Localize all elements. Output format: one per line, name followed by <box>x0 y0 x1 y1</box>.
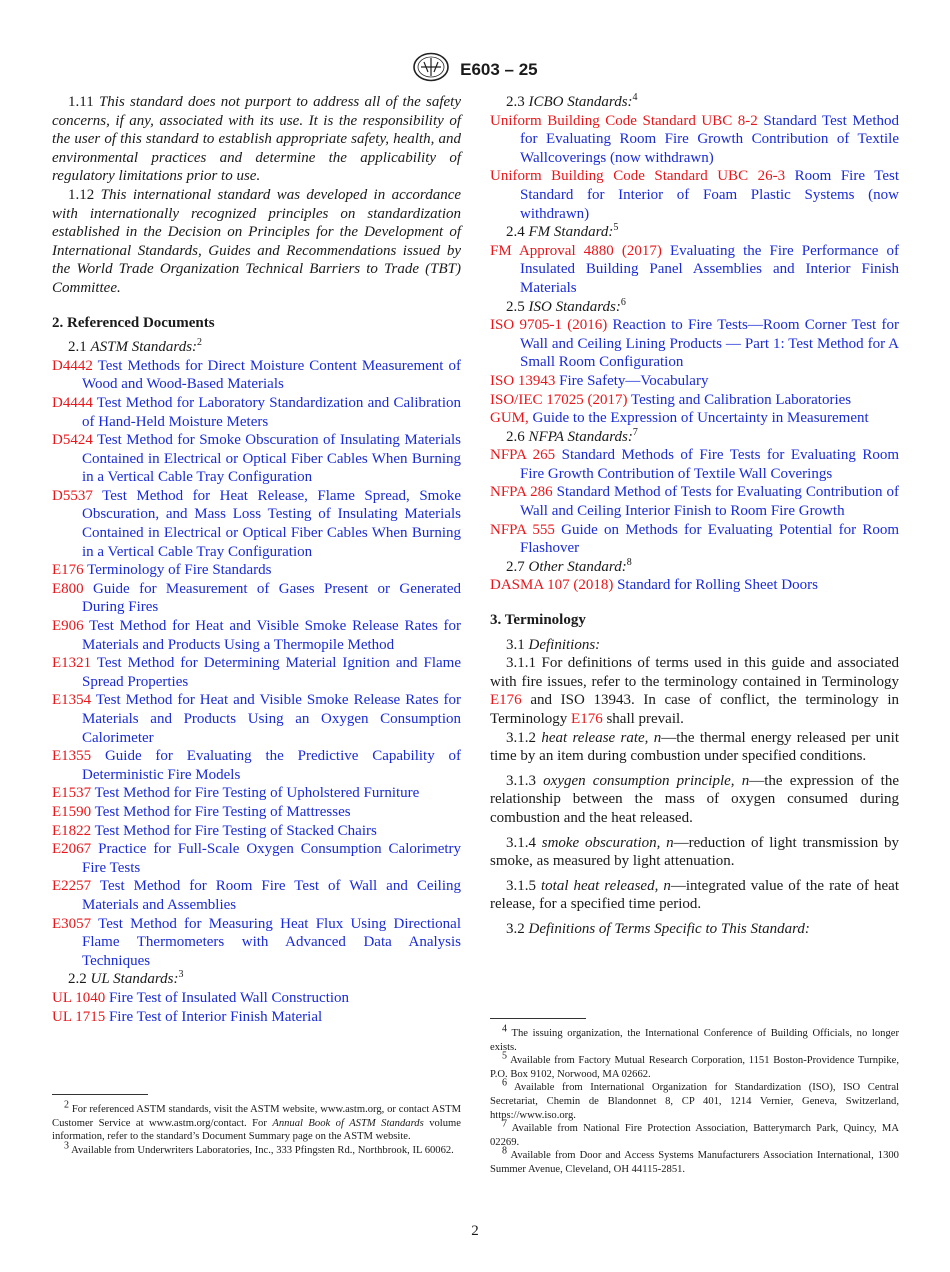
footnote-number: 7 <box>502 1118 507 1130</box>
reference-title-link[interactable]: Test Method for Determining Material Ignition and Flame Spread Properties <box>82 655 461 690</box>
section-number: 3.1.4 <box>506 834 536 851</box>
reference-entry <box>52 822 461 841</box>
nfpa-reference-list <box>490 446 899 558</box>
reference-entry <box>52 877 461 914</box>
reference-entry <box>52 691 461 747</box>
subsection-2-6 <box>490 428 899 447</box>
astm-logo-icon <box>412 52 450 88</box>
page-number: 2 <box>471 1223 479 1239</box>
reference-title-link[interactable]: Standard Methods of Fire Tests for Evaluating Room Fire Growth Contribution of Textile Wall Coverings <box>520 447 900 482</box>
reference-code-link[interactable]: E2257 <box>52 878 92 895</box>
footnote-divider <box>490 1018 586 1019</box>
reference-entry <box>52 617 461 654</box>
reference-title-link[interactable]: Testing and Calibration Laboratories <box>630 391 852 408</box>
paragraph-text: This standard does not purport to address all of the safety concerns, if any, associated with its use. It is the responsibility of the user of this standard to establish appropriate safety, health, and environmental practices and determine the applicability of regulatory limitations prior to use. <box>52 94 462 185</box>
footnote-marker: 6 <box>620 296 626 308</box>
reference-title-link[interactable]: Terminology of Fire Standards <box>87 562 272 579</box>
subsection-3-2 <box>490 920 899 939</box>
reference-code-link[interactable]: E2067 <box>52 841 92 858</box>
reference-title-link[interactable]: Standard Method of Tests for Evaluating Contribution of Wall and Ceiling Interior Finish to Room Fire Growth <box>520 484 900 520</box>
reference-entry <box>52 561 461 580</box>
section-number: 2.4 <box>506 224 525 241</box>
reference-entry <box>490 521 899 558</box>
reference-entry <box>52 1008 461 1027</box>
reference-code-link[interactable]: E3057 <box>52 915 92 932</box>
footnote-number: 5 <box>502 1050 507 1062</box>
definition-text: —reduction of light transmission by smoke, as measured by light attenuation. <box>490 834 900 870</box>
section-number: 2.5 <box>506 298 525 315</box>
ul-reference-list <box>52 989 461 1026</box>
section-number: 2.1 <box>68 339 87 356</box>
footnote-marker: 4 <box>632 92 638 103</box>
reference-code-link[interactable]: E1537 <box>52 785 92 802</box>
reference-entry <box>52 803 461 822</box>
reference-title-link[interactable]: Evaluating the Fire Performance of Insulated Building Panel Assemblies and Interior Finish Materials <box>520 242 900 296</box>
subsection-label: FM Standard: <box>528 224 614 241</box>
reference-title-link[interactable]: Room Fire Test Standard for Interior of Foam Plastic Systems (now withdrawn) <box>520 168 900 222</box>
section-number: 3.1.2 <box>506 729 536 746</box>
reference-title-link[interactable]: Guide for Measurement of Gases Present or Generated During Fires <box>82 580 461 616</box>
reference-code-link[interactable]: ISO 13943 <box>490 372 556 389</box>
reference-code-link[interactable]: E800 <box>52 580 84 597</box>
reference-code-link[interactable]: NFPA 286 <box>490 484 553 501</box>
footnote-text: Available from National Fire Protection Association, Batterymarch Park, Quincy, MA 02269. <box>490 1123 899 1148</box>
footnote-marker: 2 <box>197 337 203 349</box>
reference-entry <box>490 242 899 298</box>
reference-entry <box>52 431 461 487</box>
reference-title-link[interactable]: Standard Test Method for Evaluating Room Fire Growth Contribution of Textile Wallcoverings (now withdrawn) <box>520 112 899 166</box>
reference-code-link[interactable]: D5537 <box>52 487 93 504</box>
reference-title-link[interactable]: Test Method for Smoke Obscuration of Insulating Materials Contained in Electrical or Optical Fiber Cables When Burning in a Vertical Cable Tray Configuration <box>82 432 461 486</box>
section-number: 1.12 <box>68 186 95 203</box>
paragraph-1-11 <box>52 93 461 186</box>
page-header <box>0 52 950 88</box>
reference-title-link[interactable]: Test Method for Heat and Visible Smoke Release Rates for Materials and Products Using an Oxygen Consumption Calorimeter <box>82 692 462 746</box>
term: smoke obscuration, n <box>541 834 674 851</box>
reference-code-link[interactable]: E1590 <box>52 803 92 820</box>
footnote-number: 6 <box>502 1077 507 1089</box>
reference-entry <box>490 391 899 410</box>
footnote-list <box>490 1023 899 1177</box>
reference-code-link[interactable]: Uniform Building Code Standard UBC 26-3 <box>490 168 786 185</box>
left-footnotes <box>52 1094 461 1157</box>
other-reference-list <box>490 576 899 595</box>
definition-text: —the expression of the relationship between the mass of oxygen consumed during combustion and the heat released. <box>490 772 899 826</box>
section-number: 3.1 <box>506 636 525 653</box>
reference-entry <box>490 446 899 483</box>
reference-title-link[interactable]: Test Method for Fire Testing of Mattresses <box>94 803 351 820</box>
definition-3-1-3 <box>490 772 899 828</box>
subsection-3-1 <box>490 636 899 655</box>
reference-entry <box>52 915 461 971</box>
reference-title-link[interactable]: Test Methods for Direct Moisture Content Measurement of Wood and Wood-Based Materials <box>82 357 461 393</box>
reference-entry <box>52 580 461 617</box>
reference-entry <box>52 840 461 877</box>
iso-reference-list <box>490 316 899 428</box>
astm-reference-list <box>52 357 461 971</box>
reference-code-link[interactable]: FM Approval 4880 (2017) <box>490 242 662 259</box>
subsection-label: ASTM Standards: <box>90 339 198 356</box>
reference-code-link[interactable]: NFPA 265 <box>490 447 556 464</box>
reference-title-link[interactable]: Fire Test of Insulated Wall Construction <box>108 989 350 1006</box>
reference-title-link[interactable]: Test Method for Fire Testing of Stacked Chairs <box>94 822 377 839</box>
section-number: 3.2 <box>506 920 525 937</box>
reference-code-link[interactable]: E1355 <box>52 748 92 765</box>
reference-entry <box>52 487 461 561</box>
footnote-5 <box>490 1050 899 1081</box>
link-e176[interactable]: E176 <box>490 692 522 709</box>
footnote-number: 2 <box>64 1099 69 1111</box>
subsection-label: ISO Standards: <box>528 298 621 315</box>
reference-code-link[interactable]: DASMA 107 (2018) <box>490 577 614 594</box>
reference-entry <box>490 483 899 520</box>
reference-title-link[interactable]: Standard for Rolling Sheet Doors <box>617 577 818 594</box>
footnote-8 <box>490 1145 899 1176</box>
reference-entry <box>490 372 899 391</box>
definition-3-1-4 <box>490 834 899 871</box>
reference-entry <box>490 409 899 428</box>
subsection-2-4 <box>490 223 899 242</box>
section-number: 3.1.5 <box>506 877 536 894</box>
reference-entry <box>52 654 461 691</box>
subsection-2-7 <box>490 558 899 577</box>
reference-title-link[interactable]: Practice for Full-Scale Oxygen Consumption Calorimetry Fire Tests <box>82 841 462 876</box>
footnote-3 <box>52 1140 461 1158</box>
subsection-label: Definitions of Terms Specific to This Standard: <box>528 920 810 937</box>
right-column <box>490 93 899 939</box>
footnote-text: Available from International Organization for Standardization (ISO), ISO Central Secretariat, Chemin de Blandonnet 8, CP 401, 1214 Vernier, Geneva, Switzerland, https://www.iso.org. <box>490 1082 899 1121</box>
right-footnotes <box>490 1018 899 1177</box>
footnote-marker: 8 <box>626 556 632 568</box>
section-heading-terminology: 3. Terminology <box>490 612 586 629</box>
footnote-number: 3 <box>64 1140 69 1152</box>
fm-reference-list <box>490 242 899 298</box>
definition-text: —integrated value of the rate of heat release, for a specified time period. <box>490 877 900 913</box>
footnote-text: Available from Underwriters Laboratories, Inc., 333 Pfingsten Rd., Northbrook, IL 60062. <box>71 1144 454 1156</box>
reference-entry <box>52 989 461 1008</box>
footnote-divider <box>52 1094 148 1095</box>
subsection-2-5 <box>490 298 899 317</box>
footnote-text: Available from Factory Mutual Research Corporation, 1151 Boston-Providence Turnpike, P.O. Box 9102, Norwood, MA 02662. <box>490 1055 899 1080</box>
footnote-marker: 3 <box>178 969 184 981</box>
subsection-label: NFPA Standards: <box>528 428 633 445</box>
footnote-number: 4 <box>502 1023 507 1035</box>
subsection-2-1 <box>52 338 461 357</box>
reference-code-link[interactable]: ISO/IEC 17025 (2017) <box>490 391 628 408</box>
reference-entry <box>52 747 461 784</box>
reference-code-link[interactable]: NFPA 555 <box>490 521 555 538</box>
reference-code-link[interactable]: E906 <box>52 618 84 635</box>
paragraph-3-1-1 <box>490 654 899 728</box>
link-e176[interactable]: E176 <box>571 711 603 727</box>
subsection-label: Other Standard: <box>528 558 627 575</box>
reference-code-link[interactable]: Uniform Building Code Standard UBC 8-2 <box>490 112 758 129</box>
reference-code-link[interactable]: D5424 <box>52 432 93 449</box>
reference-code-link[interactable]: UL 1040 <box>52 989 106 1006</box>
subsection-label: ICBO Standards: <box>528 94 633 110</box>
reference-entry <box>490 167 899 223</box>
reference-title-link[interactable]: Fire Test of Interior Finish Material <box>108 1008 323 1025</box>
reference-entry <box>490 576 899 595</box>
reference-entry <box>52 784 461 803</box>
icbo-reference-list <box>490 112 899 224</box>
footnote-text: volume information, refer to the standard’s Document Summary page on the ASTM website. <box>52 1117 461 1143</box>
term: heat release rate, n <box>541 729 662 746</box>
footnote-text: Available from Door and Access Systems Manufacturers Association International, 1300 Summer Avenue, Cleveland, OH 44115-2851. <box>490 1150 899 1175</box>
reference-code-link[interactable]: E1822 <box>52 822 92 839</box>
term: total heat released, n <box>541 877 671 894</box>
reference-code-link[interactable]: D4442 <box>52 357 93 374</box>
section-number: 2.7 <box>506 558 525 575</box>
section-heading-referenced-documents: 2. Referenced Documents <box>52 314 215 331</box>
paragraph-text: and ISO 13943. In case of conflict, the terminology in Terminology <box>490 692 899 727</box>
subsection-2-3 <box>490 93 899 112</box>
reference-title-link[interactable]: Test Method for Fire Testing of Upholstered Furniture <box>94 785 420 802</box>
section-number: 2.3 <box>506 94 525 110</box>
paragraph-text: 3.1.1 For definitions of terms used in this guide and associated with fire issues, refer to the terminology contained in Terminology <box>490 655 899 690</box>
reference-title-link[interactable]: Test Method for Heat Release, Flame Spread, Smoke Obscuration, and Mass Loss Testing of Insulating Materials Contained in Electrical or Optical Fiber Cables When Burning in a Vertical Cable Tray Configuration <box>82 487 462 560</box>
footnote-4 <box>490 1023 899 1054</box>
paragraph-1-12 <box>52 186 461 298</box>
footnote-marker: 5 <box>613 222 619 234</box>
reference-code-link[interactable]: E1354 <box>52 692 92 709</box>
reference-code-link[interactable]: E176 <box>52 562 84 579</box>
reference-title-link[interactable]: Test Method for Room Fire Test of Wall and Ceiling Materials and Assemblies <box>82 878 461 913</box>
reference-title-link[interactable]: Reaction to Fire Tests—Room Corner Test for Wall and Ceiling Lining Products — Part 1: Test Method for A Small Room Configuration <box>520 317 899 371</box>
section-number: 2.2 <box>68 971 87 988</box>
footnote-text-italic: Annual Book of ASTM Standards <box>272 1117 424 1129</box>
reference-title-link[interactable]: Guide on Methods for Evaluating Potential for Room Flashover <box>520 521 900 557</box>
reference-entry <box>52 357 461 394</box>
reference-title-link[interactable]: Test Method for Heat and Visible Smoke Release Rates for Materials and Products Using a Thermopile Method <box>82 618 462 653</box>
footnote-6 <box>490 1077 899 1122</box>
reference-title-link[interactable]: Test Method for Laboratory Standardization and Calibration of Hand-Held Moisture Meters <box>82 394 461 430</box>
section-number: 3.1.3 <box>506 772 536 789</box>
reference-code-link[interactable]: GUM, <box>490 410 529 427</box>
reference-title-link[interactable]: Guide for Evaluating the Predictive Capability of Deterministic Fire Models <box>82 748 461 783</box>
subsection-label: Definitions: <box>528 636 601 653</box>
reference-entry <box>52 394 461 431</box>
section-number: 1.11 <box>68 94 94 110</box>
term: oxygen consumption principle, n <box>543 772 750 789</box>
footnote-marker: 7 <box>632 426 638 438</box>
left-column <box>52 93 461 1026</box>
standard-designation: E603 – 25 <box>460 59 538 79</box>
paragraph-text: This international standard was developed in accordance with internationally recognized principles on standardization established in the Decision on Principles for the Development of International Standards, Guides and Recommendations issued by the World Trade Organization Technical Barriers to Trade (TBT) Committee. <box>52 186 462 296</box>
reference-code-link[interactable]: ISO 9705-1 (2016) <box>490 317 608 334</box>
definition-text: —the thermal energy released per unit time by an item during combustion under specified conditions. <box>490 729 900 765</box>
definition-3-1-2 <box>490 729 899 766</box>
reference-code-link[interactable]: D4444 <box>52 394 93 411</box>
footnote-number: 8 <box>502 1145 507 1157</box>
reference-code-link[interactable]: E1321 <box>52 655 92 672</box>
reference-title-link[interactable]: Test Method for Measuring Heat Flux Using Directional Flame Thermometers with Advanced Data Analysis Techniques <box>82 915 461 969</box>
definition-3-1-5 <box>490 877 899 914</box>
section-number: 2.6 <box>506 428 525 445</box>
reference-entry <box>490 316 899 372</box>
reference-entry <box>490 112 899 168</box>
subsection-label: UL Standards: <box>90 971 179 988</box>
subsection-2-2 <box>52 970 461 989</box>
footnote-2 <box>52 1099 462 1144</box>
reference-code-link[interactable]: UL 1715 <box>52 1008 106 1025</box>
footnote-text: The issuing organization, the International Conference of Building Officials, no longer exists. <box>490 1028 899 1053</box>
reference-title-link[interactable]: Fire Safety—Vocabulary <box>559 372 709 389</box>
footnote-text: For referenced ASTM standards, visit the ASTM website, www.astm.org, or contact ASTM Customer Service at www.astm.org/contact. For <box>52 1104 462 1129</box>
paragraph-text: shall prevail. <box>602 711 684 727</box>
footnote-7 <box>490 1118 899 1149</box>
reference-title-link[interactable]: Guide to the Expression of Uncertainty in Measurement <box>532 410 869 427</box>
